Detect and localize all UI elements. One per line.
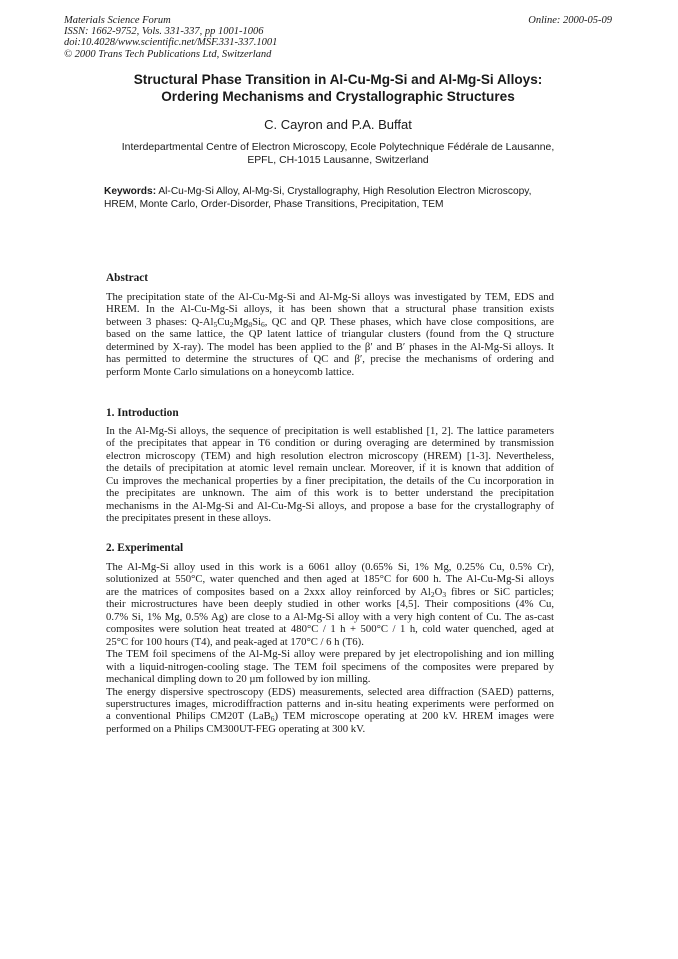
paper-title (60, 72, 616, 105)
text-line: with a liquid-nitrogen-cooling stage. The TEM foil specimens of the composites were prepared by (106, 660, 554, 673)
affiliation-line-2: EPFL, CH-1015 Lausanne, Switzerland (247, 154, 429, 166)
text-line: the details of precipitation at atomic level remain unclear. Moreover, if it is known that addition of (106, 462, 554, 475)
text-line: the precipitates are unknown. The aim of this work is to better understand the precipitation (106, 487, 554, 500)
text-line: mechanical dimpling down to 20 µm followed by ion milling. (106, 673, 371, 686)
text-line: In the Al-Mg-Si alloys, the sequence of precipitation is well established [1, 2]. The lattice parameters (106, 425, 554, 437)
text-line: HREM. In the Al-Cu-Mg-Si alloys, it has been shown that a structural phase transition exists (106, 303, 554, 316)
abstract-heading: Abstract (106, 272, 149, 284)
text-line: perform Monte Carlo simulations on a honeycomb lattice. (106, 365, 355, 378)
doi-line: doi:10.4028/www.scientific.net/MSF.331-337.1001 (64, 37, 278, 49)
text-line: The Al-Mg-Si alloy used in this work is a 6061 alloy (0.65% Si, 1% Mg, 0.25% Cu, 0.5% Cr), (106, 561, 554, 573)
keywords (104, 186, 584, 211)
text-line: composites were solution heat treated at 480°C / 1 h + 500°C / 1 h, cold water quenched, aged at (106, 623, 554, 636)
journal-name: Materials Science Forum (64, 15, 171, 26)
introduction-heading: 1. Introduction (106, 407, 179, 419)
title-line-1: Structural Phase Transition in Al-Cu-Mg-Si and Al-Mg-Si Alloys: (133, 72, 543, 87)
text-line: between 3 phases: $Q-Al_5Cu_2Mg_8Si_6$, QC and QP. These phases, which have close compositions, are (106, 315, 554, 329)
keywords-line-2: HREM, Monte Carlo, Order-Disorder, Phase Transitions, Precipitation, TEM (104, 198, 444, 210)
text-line: electron microscopy (TEM) and high resolution electron microscopy (HREM) [1-3]. Nevertheless, (106, 449, 554, 462)
text-line: based on the same lattice, the QP latent lattice of triangular clusters (found from the Q structure (106, 328, 554, 341)
affiliation (60, 142, 616, 167)
abstract-body (106, 291, 554, 378)
text-line: the precipitates present in these alloys. (106, 512, 272, 525)
keywords-label: Keywords: (104, 186, 157, 197)
copyright-line: © 2000 Trans Tech Publications Ltd, Switzerland (64, 48, 272, 60)
affiliation-line-1: Interdepartmental Centre of Electron Microscopy, Ecole Polytechnique Fédérale de Lausanne, (121, 142, 555, 153)
text-line: determined by X-ray). The model has been applied to the β′ and B′ phases in the Al-Mg-Si alloys. It (106, 340, 554, 353)
experimental-heading: 2. Experimental (106, 542, 184, 554)
text-line: The TEM foil specimens of the Al-Mg-Si alloy were prepared by jet electropolishing and ion milling (106, 648, 554, 661)
text-line: 25°C for 100 hours (T4), and peak-aged at 170°C / 6 h (T6). (106, 635, 364, 648)
text-line: a conventional Philips CM20T (LaB$_6$) TEM microscope operating at 200 kV. HREM images were (106, 710, 555, 724)
online-date: Online: 2000-05-09 (528, 15, 612, 26)
text-line: has permitted to determine the structures of QC and β′, precise the mechanisms of ordering and (106, 353, 554, 366)
text-line: 0.7% Si, 1% Mg, 0.5% Ag) are close to a Al-Mg-Si alloy with a very high content of Cu. The as-cast (106, 610, 554, 623)
introduction-body (106, 425, 554, 525)
experimental-body (106, 561, 554, 735)
text-line: performed on a Philips CM300UT-FEG operating at 300 kV. (106, 722, 366, 735)
text-line: The precipitation state of the Al-Cu-Mg-Si and Al-Mg-Si alloys was investigated by TEM, EDS and (106, 291, 554, 303)
text-line: solutionized at 550°C, water quenched and then aged at 185°C for 600 h. The Al-Cu-Mg-Si alloys (106, 573, 554, 586)
text-line: Cu improves the mechanical properties by a finer precipitation, the details of the Cu incorporation in (106, 474, 554, 487)
title-line-2: Ordering Mechanisms and Crystallographic Structures (161, 88, 515, 104)
text-line: their microstructures have been deeply studied in other works [4,5]. Their compositions (4% Cu, (106, 598, 554, 611)
text-line: of the precipitates that appear in T6 condition or during overaging are determined by transmission (106, 437, 554, 450)
text-line: The energy dispersive spectroscopy (EDS) measurements, selected area diffraction (SAED) patterns, (106, 685, 554, 698)
authors: C. Cayron and P.A. Buffat (264, 117, 412, 132)
journal-header (64, 15, 277, 60)
issn-line: ISSN: 1662-9752, Vols. 331-337, pp 1001-1006 (64, 26, 264, 38)
text-line: are the matrices of composites based on a 2xxx alloy reinforced by $Al_2O_3$ fibres or SiC particles; (106, 585, 554, 599)
keywords-line-1: Al-Cu-Mg-Si Alloy, Al-Mg-Si, Crystallography, High Resolution Electron Microscopy, (158, 186, 532, 197)
text-line: mechanisms in the Al-Mg-Si and Al-Cu-Mg-Si alloys, and propose a base for the crystallography of (106, 499, 554, 512)
text-line: superstructures images, microdiffraction patterns and in-situ heating experiments were performed on (106, 697, 554, 710)
